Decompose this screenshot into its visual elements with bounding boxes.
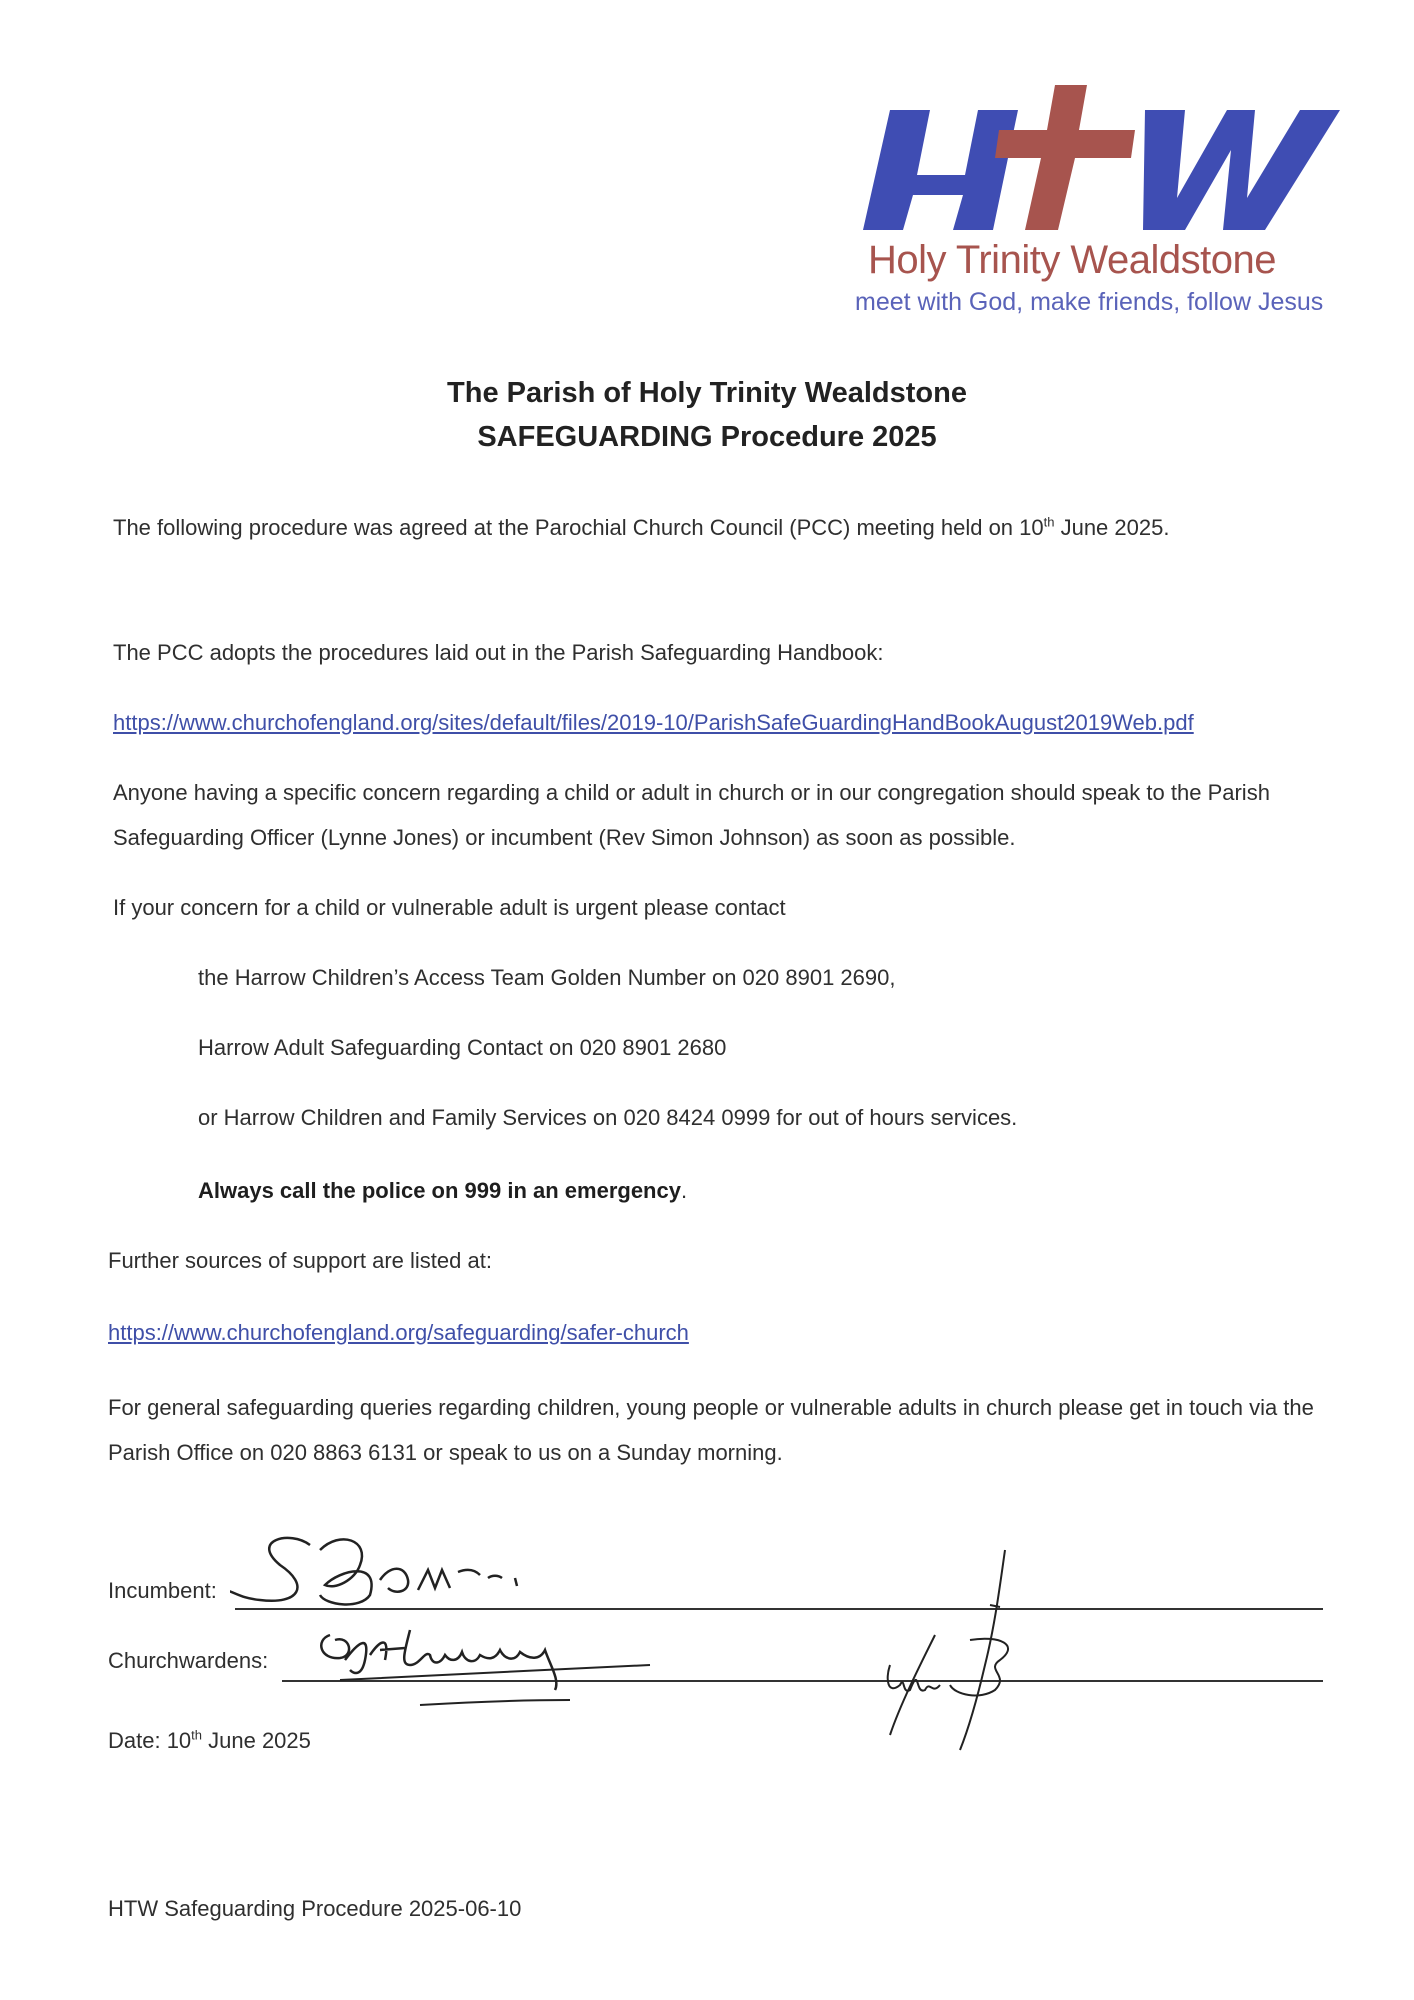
signoff-date [108, 1718, 311, 1763]
churchwardens-label: Churchwardens: [108, 1648, 269, 1673]
urgent-paragraph: If your concern for a child or vulnerable adult is urgent please contact [113, 895, 786, 920]
churchwarden-signature-2 [860, 1545, 1060, 1755]
emergency-notice [198, 1168, 687, 1213]
intro-text: The following procedure was agreed at the Parochial Church Council (PCC) meeting held on 10 [113, 515, 1044, 540]
emergency-text: Always call the police on 999 in an emergency [198, 1178, 681, 1203]
logo-tagline: meet with God, make friends, follow Jesus [855, 288, 1324, 316]
contact-childrens-access: the Harrow Children’s Access Team Golden Number on 020 8901 2690, [198, 965, 896, 990]
adopt-paragraph: The PCC adopts the procedures laid out in the Parish Safeguarding Handbook: [113, 640, 884, 665]
document-title: The Parish of Holy Trinity Wealdstone [447, 377, 967, 409]
document-footer: HTW Safeguarding Procedure 2025-06-10 [108, 1896, 522, 1921]
date-text-end: June 2025 [202, 1728, 311, 1753]
emergency-period: . [680, 1178, 688, 1203]
intro-date-sup: th [1043, 514, 1055, 530]
support-paragraph: Further sources of support are listed at: [108, 1248, 492, 1273]
date-text: Date: 10 [108, 1728, 192, 1753]
intro-text-end: June 2025. [1054, 515, 1170, 540]
incumbent-label: Incumbent: [108, 1578, 217, 1603]
contact-family-services: or Harrow Children and Family Services on 020 8424 0999 for out of hours services. [198, 1105, 1018, 1130]
incumbent-signature [230, 1520, 650, 1630]
support-link[interactable]: https://www.churchofengland.org/safeguarding/safer-church [108, 1320, 689, 1345]
intro-paragraph [113, 505, 1169, 550]
logo-church-name: Holy Trinity Wealdstone [868, 238, 1276, 282]
general-queries-paragraph: For general safeguarding queries regarding children, young people or vulnerable adults in church please get in touch via the Parish Office on 020 8863 6131 or speak to us on a Sunday morning. [108, 1395, 1314, 1465]
handbook-link[interactable]: https://www.churchofengland.org/sites/default/files/2019-10/ParishSafeGuardingHandBookAugust2019Web.pdf [113, 710, 1194, 735]
htw-logo [855, 80, 1375, 320]
concern-paragraph: Anyone having a specific concern regarding a child or adult in church or in our congregation should speak to the Parish Safeguarding Officer (Lynne Jones) or incumbent (Rev Simon Johnson) as soon as possible. [113, 780, 1270, 850]
contact-adult-safeguarding: Harrow Adult Safeguarding Contact on 020 8901 2680 [198, 1035, 727, 1060]
document-subtitle: SAFEGUARDING Procedure 2025 [477, 421, 937, 453]
htw-monogram-icon [855, 80, 1375, 240]
churchwarden-signature-1 [310, 1620, 670, 1730]
date-sup: th [191, 1727, 203, 1743]
